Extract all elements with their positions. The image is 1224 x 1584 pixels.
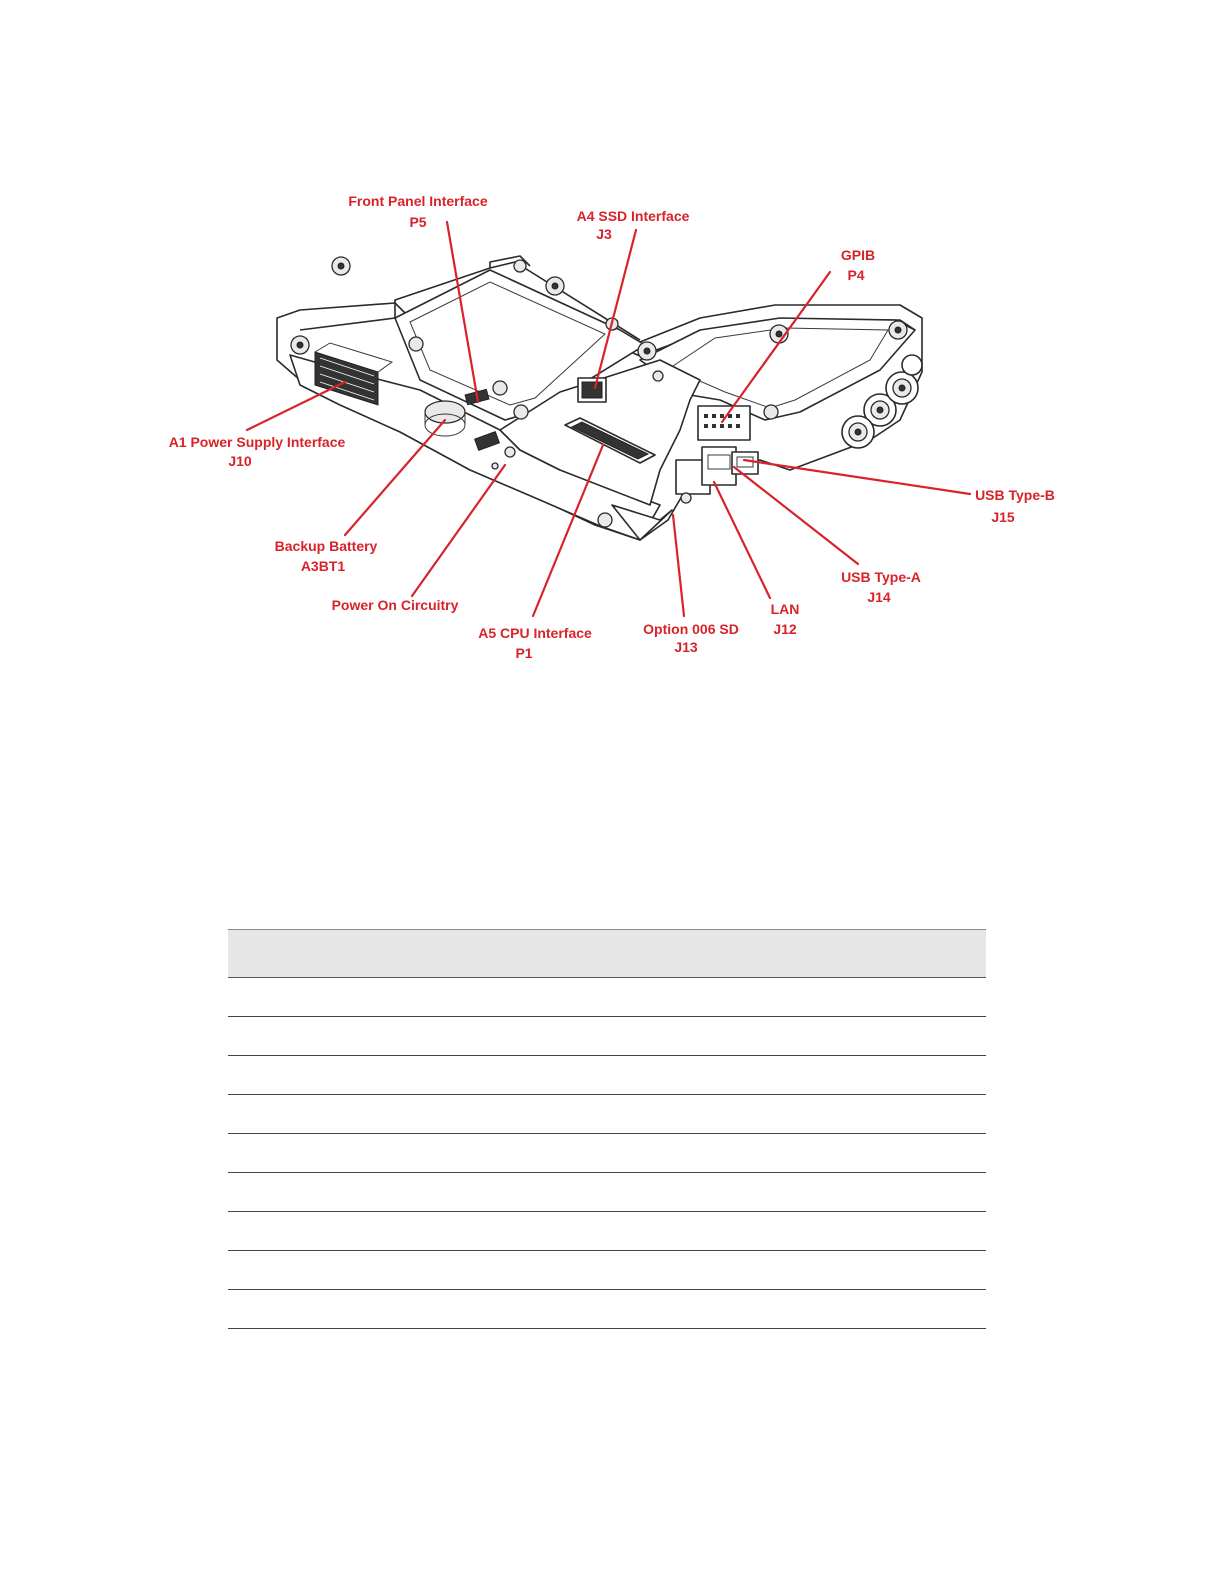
leader-usb-a: [734, 467, 858, 564]
table-row: [228, 978, 986, 1017]
callout-a4-ssd-ref: J3: [596, 226, 612, 242]
table-cell: [607, 1173, 986, 1212]
callout-option-006-ref: J13: [674, 639, 698, 655]
callout-usb-a-ref: J14: [867, 589, 891, 605]
callout-backup-battery-ref: A3BT1: [300, 558, 346, 574]
table-row: [228, 1056, 986, 1095]
callout-a4-ssd-name: A4 SSD Interface: [576, 208, 690, 224]
leader-option-006: [673, 515, 684, 616]
table-cell: [228, 1095, 607, 1134]
table-header-cell: [228, 930, 607, 978]
leader-usb-b: [744, 460, 970, 494]
table-cell: [607, 978, 986, 1017]
table-cell: [607, 1251, 986, 1290]
callout-front-panel-name: Front Panel Interface: [348, 193, 488, 209]
table-cell: [228, 1134, 607, 1173]
table-cell: [607, 1056, 986, 1095]
table-cell: [228, 1212, 607, 1251]
callout-usb-b-ref: J15: [991, 509, 1015, 525]
callout-front-panel-ref: P5: [409, 214, 427, 230]
table-cell: [228, 1290, 607, 1329]
table-row: [228, 1290, 986, 1329]
table-row: [228, 1017, 986, 1056]
leader-a1-power: [247, 382, 345, 430]
table-cell: [228, 1056, 607, 1095]
table-cell: [607, 1134, 986, 1173]
chassis-drawing: [277, 256, 922, 540]
board-connector-diagram: [0, 0, 1224, 700]
table-row: [228, 1212, 986, 1251]
callout-a1-power-ref: J10: [228, 453, 252, 469]
callout-power-on-name: Power On Circuitry: [331, 597, 459, 613]
callout-a1-power-name: A1 Power Supply Interface: [168, 434, 346, 450]
callout-lan-name: LAN: [770, 601, 800, 617]
table-cell: [228, 978, 607, 1017]
callout-a5-cpu-ref: P1: [515, 645, 533, 661]
callout-lan-ref: J12: [773, 621, 797, 637]
callout-usb-b-name: USB Type-B: [975, 487, 1055, 503]
table-row: [228, 1251, 986, 1290]
callout-gpib-ref: P4: [847, 267, 865, 283]
callout-option-006-name: Option 006 SD: [643, 621, 739, 637]
leader-lan: [714, 482, 770, 598]
table-cell: [607, 1212, 986, 1251]
table-cell: [228, 1173, 607, 1212]
table-cell: [607, 1017, 986, 1056]
leader-power-on: [412, 465, 505, 596]
table-header-row: [228, 930, 986, 978]
connector-table: [228, 929, 986, 1329]
table-header-cell: [607, 930, 986, 978]
table-cell: [607, 1095, 986, 1134]
callout-usb-a-name: USB Type-A: [841, 569, 921, 585]
callout-backup-battery-name: Backup Battery: [274, 538, 378, 554]
callout-gpib-name: GPIB: [840, 247, 876, 263]
table-cell: [228, 1017, 607, 1056]
callout-a5-cpu-name: A5 CPU Interface: [478, 625, 592, 641]
leader-backup-battery: [345, 420, 445, 535]
table-cell: [228, 1251, 607, 1290]
table-row: [228, 1173, 986, 1212]
table-cell: [607, 1290, 986, 1329]
table-row: [228, 1134, 986, 1173]
table-row: [228, 1095, 986, 1134]
